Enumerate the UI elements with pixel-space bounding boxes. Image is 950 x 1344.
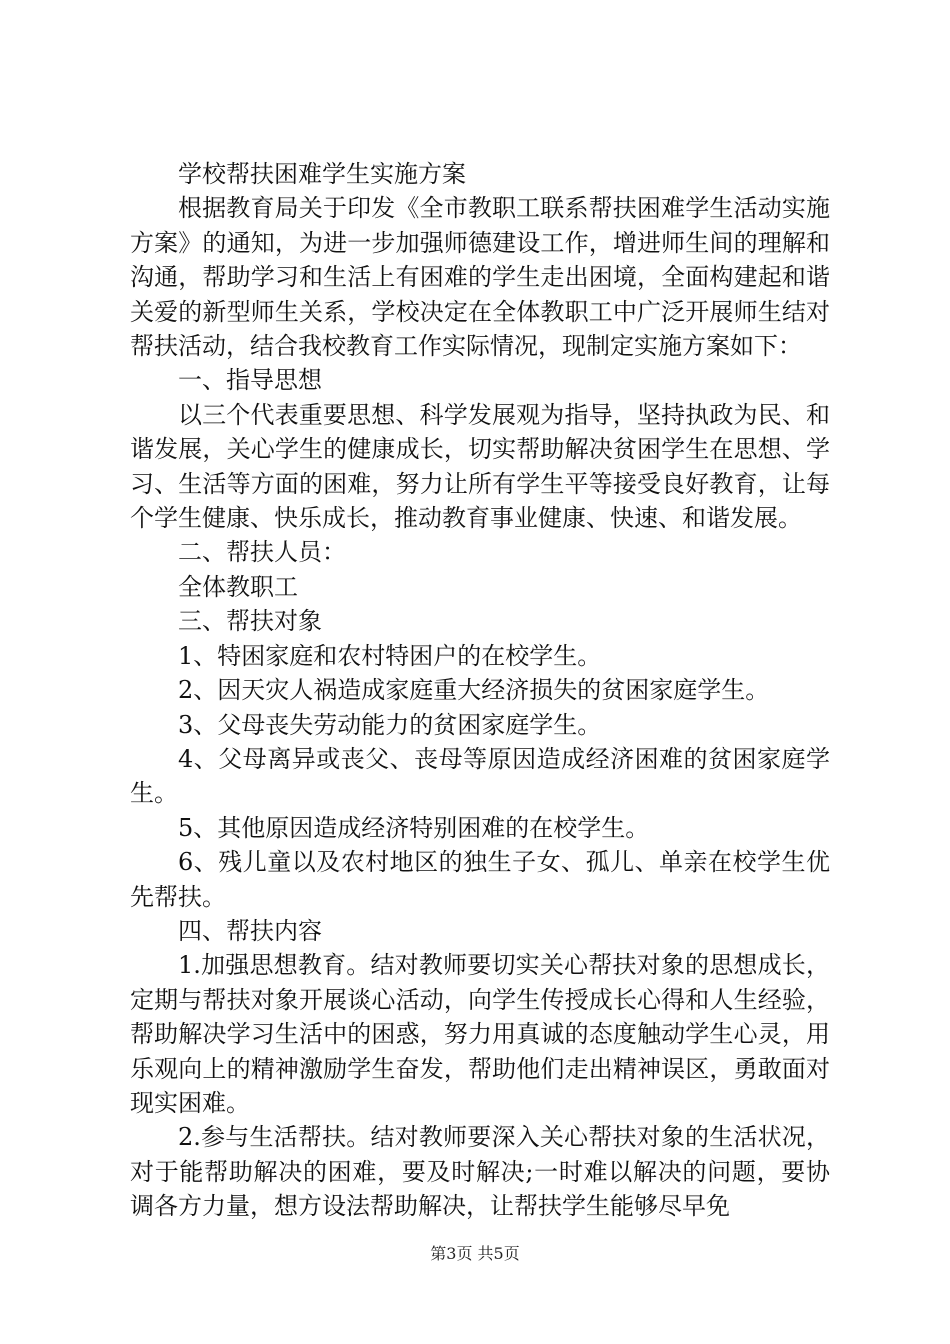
paragraph-guiding-ideology: 以三个代表重要思想、科学发展观为指导，坚持执政为民、和谐发展，关心学生的健康成长，切实帮助解决贫困学生在思想、学习、生活等方面的困难，努力让所有学生平等接受良好教育，让每个学生健康、快乐成长，推动教育事业健康、快速、和谐发展。 bbox=[130, 400, 830, 533]
target-item-2: 2、因天灾人祸造成家庭重大经济损失的贫困家庭学生。 bbox=[178, 676, 770, 705]
content-item-2: 2.参与生活帮扶。结对教师要深入关心帮扶对象的生活状况，对于能帮助解决的困难，要及时解决;一时难以解决的问题，要协调各方力量，想方设法帮助解决，让帮扶学生能够尽早免 bbox=[130, 1123, 830, 1221]
content-item-1: 1.加强思想教育。结对教师要切实关心帮扶对象的思想成长，定期与帮扶对象开展谈心活动，向学生传授成长心得和人生经验，帮助解决学习生活中的困惑，努力用真诚的态度触动学生心灵，用乐观向上的精神激励学生奋发，帮助他们走出精神误区，勇敢面对现实困难。 bbox=[130, 951, 830, 1117]
target-item-1: 1、特困家庭和农村特困户的在校学生。 bbox=[178, 641, 602, 670]
target-item-4: 4、父母离异或丧父、丧母等原因造成经济困难的贫困家庭学生。 bbox=[130, 744, 830, 808]
document-body bbox=[130, 157, 830, 1224]
section-heading-assistance-staff: 二、帮扶人员： bbox=[178, 538, 346, 567]
target-item-6: 6、残儿童以及农村地区的独生子女、孤儿、单亲在校学生优先帮扶。 bbox=[130, 848, 830, 911]
section-heading-assistance-content: 四、帮扶内容 bbox=[178, 916, 322, 945]
target-item-3: 3、父母丧失劳动能力的贫困家庭学生。 bbox=[178, 710, 602, 739]
section-heading-assistance-targets: 三、帮扶对象 bbox=[178, 607, 322, 636]
target-item-5: 5、其他原因造成经济特别困难的在校学生。 bbox=[178, 813, 650, 842]
document-title: 学校帮扶困难学生实施方案 bbox=[178, 160, 466, 188]
paragraph-intro: 根据教育局关于印发《全市教职工联系帮扶困难学生活动实施方案》的通知，为进一步加强师德建设工作，增进师生间的理解和沟通，帮助学习和生活上有困难的学生走出困境，全面构建起和谐关爱的新型师生关系，学校决定在全体教职工中广泛开展师生结对帮扶活动，结合我校教育工作实际情况，现制定实施方案如下： bbox=[130, 194, 830, 361]
section-heading-guiding-ideology: 一、指导思想 bbox=[178, 366, 322, 395]
page-number: 第3页 共5页 bbox=[430, 1244, 520, 1263]
paragraph-assistance-staff: 全体教职工 bbox=[178, 572, 298, 601]
